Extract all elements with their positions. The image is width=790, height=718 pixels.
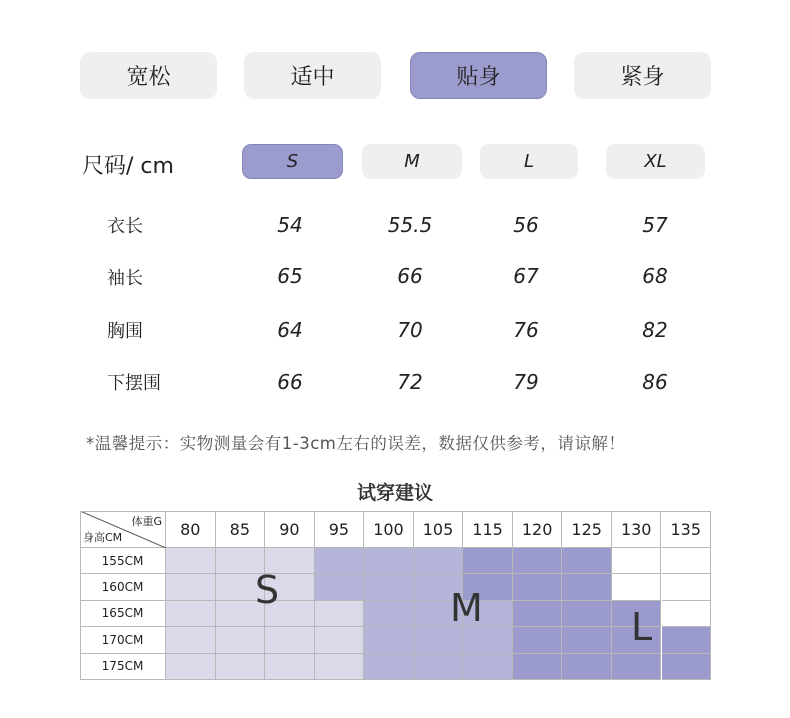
size-pill-l[interactable] [480,144,578,179]
weight-header: 125 [562,511,612,548]
size-pill-label: M [404,151,420,172]
zone-label-l: L [631,605,653,649]
height-row-label: 160CM [80,574,166,600]
fit-zone-cell [315,574,365,600]
height-row-label: 155CM [80,548,166,574]
height-row-label: 165CM [80,601,166,627]
size-pill-label: XL [644,151,667,172]
measure-cell: 57 [642,213,668,237]
fit-tab-label: 紧身 [620,65,665,90]
fit-tab-label: 宽松 [126,65,171,90]
fit-zone-cell [166,548,216,574]
fit-zone-cell [364,548,414,574]
fit-tab-label: 贴身 [456,65,501,90]
measure-cell: 79 [513,370,539,394]
fit-zone-cell [414,627,464,653]
fit-zone-cell [364,574,414,600]
measure-cell: 66 [277,370,303,394]
fit-zone-cell [315,627,365,653]
fit-zone-cell [166,654,216,680]
weight-header: 135 [662,511,712,548]
fit-zone-cell [513,654,563,680]
row-label-sleeve: 袖长 [107,268,143,289]
row-label-hem: 下摆围 [107,373,161,394]
weight-header: 95 [315,511,365,548]
fit-zone-cell [265,654,315,680]
fit-zone-cell [463,654,513,680]
fit-zone-cell [662,601,712,627]
fit-zone-cell [562,654,612,680]
size-pill-xl[interactable] [606,144,705,179]
fit-zone-cell [166,601,216,627]
fit-zone-cell [513,627,563,653]
fit-zone-cell [612,654,662,680]
fit-zone-cell [364,654,414,680]
row-label-chest: 胸围 [107,321,143,342]
weight-header: 80 [166,511,216,548]
fit-tab-fitted[interactable] [410,52,547,99]
fit-zone-cell [513,548,563,574]
measure-cell: 55.5 [387,213,433,237]
fit-zone-cell [612,548,662,574]
measure-cell: 82 [642,318,668,342]
fit-zone-cell [562,627,612,653]
fit-zone-cell [364,601,414,627]
fit-zone-cell [364,627,414,653]
fit-zone-cell [562,548,612,574]
fit-zone-cell [612,574,662,600]
zone-label-m: M [450,586,483,630]
fit-tab-tight[interactable] [574,52,711,99]
zone-label-s: S [255,568,280,612]
corner-height-label: 身高CM [83,531,123,544]
weight-header: 85 [216,511,266,548]
measure-cell: 72 [397,370,423,394]
fit-zone-cell [315,601,365,627]
measure-cell: 76 [513,318,539,342]
fit-zone-cell [662,627,712,653]
fit-zone-cell [166,627,216,653]
fit-zone-cell [166,574,216,600]
measure-cell: 65 [277,264,303,288]
fit-zone-cell [315,548,365,574]
fit-zone-cell [662,654,712,680]
measure-cell: 56 [513,213,539,237]
fit-zone-cell [513,574,563,600]
fit-zone-cell [216,627,266,653]
fit-guide-title: 试穿建议 [356,482,433,504]
fit-zone-cell [414,548,464,574]
fit-zone-cell [463,627,513,653]
corner-weight-label: 体重G [131,515,162,528]
fit-tab-label: 适中 [290,65,335,90]
height-row-label: 175CM [80,654,166,680]
weight-header: 100 [364,511,414,548]
weight-header: 115 [463,511,513,548]
fit-zone-cell [463,548,513,574]
height-row-label: 170CM [80,627,166,653]
measure-cell: 54 [277,213,303,237]
fit-zone-cell [414,654,464,680]
fit-zone-cell [216,654,266,680]
measure-cell: 68 [642,264,668,288]
fit-tab-loose[interactable] [80,52,217,99]
fit-zone-cell [513,601,563,627]
fit-tab-regular[interactable] [244,52,381,99]
size-unit-label: 尺码/ cm [82,154,174,179]
grid-corner-cell [80,511,166,548]
measure-cell: 70 [397,318,423,342]
fit-zone-cell [562,574,612,600]
measure-cell: 86 [642,370,668,394]
measure-cell: 67 [513,264,539,288]
row-label-length: 衣长 [107,216,143,237]
fit-zone-cell [265,627,315,653]
size-pill-label: S [286,151,299,172]
fit-zone-cell [315,654,365,680]
size-pill-label: L [523,151,535,172]
weight-header: 90 [265,511,315,548]
measure-cell: 66 [397,264,423,288]
fit-zone-cell [662,574,712,600]
fit-zone-cell [662,548,712,574]
size-pill-s[interactable] [242,144,343,179]
measure-cell: 64 [277,318,303,342]
measurement-notice: *温馨提示：实物测量会有1-3cm左右的误差，数据仅供参考，请谅解！ [86,434,626,453]
weight-header: 105 [414,511,464,548]
weight-header: 130 [612,511,662,548]
fit-zone-cell [562,601,612,627]
weight-header: 120 [513,511,563,548]
size-pill-m[interactable] [362,144,462,179]
